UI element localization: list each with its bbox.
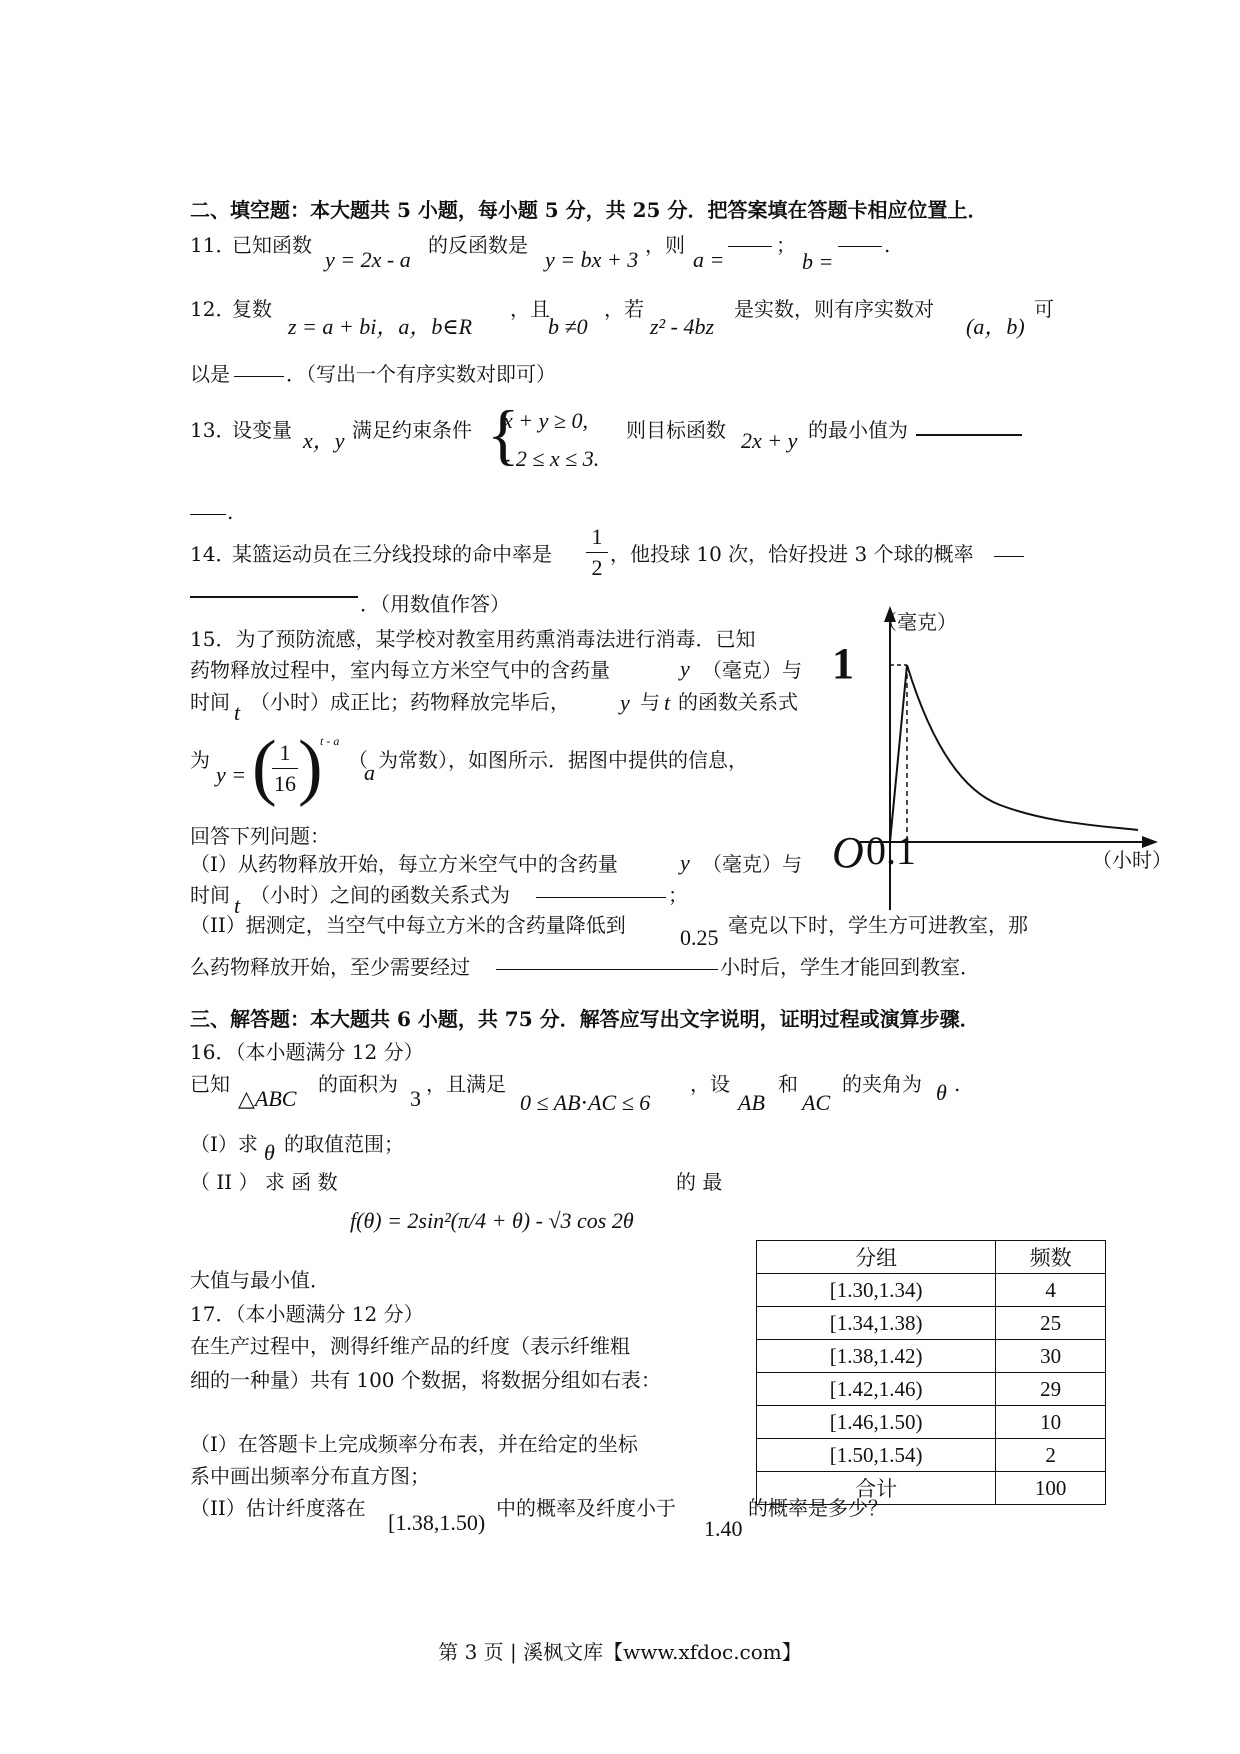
question-text: 已知 bbox=[190, 1072, 230, 1096]
question-text: 时间 bbox=[190, 690, 230, 714]
table-row bbox=[757, 1406, 1106, 1439]
question-text: ，则 bbox=[645, 233, 685, 257]
table-row bbox=[757, 1472, 1106, 1505]
math-expression: y bbox=[680, 850, 690, 875]
math-expression: 3 bbox=[410, 1086, 421, 1111]
question-text: 中的概率及纤度小于 bbox=[496, 1496, 676, 1520]
question-text: 的取值范围； bbox=[284, 1132, 404, 1156]
table-cell: [1.50,1.54) bbox=[757, 1439, 996, 1472]
question-text: 某篮运动员在三分线投球的命中率是 bbox=[232, 542, 552, 566]
answer-blank bbox=[536, 879, 666, 903]
question-text: 以是 bbox=[190, 362, 230, 386]
question-text: 可 bbox=[1034, 297, 1054, 321]
math-expression: AB bbox=[738, 1090, 765, 1115]
question-text: 的 最 bbox=[676, 1170, 723, 1194]
question-text: 系中画出频率分布直方图； bbox=[190, 1464, 430, 1488]
table-header-row bbox=[757, 1241, 1106, 1274]
question-text: ，若 bbox=[604, 297, 644, 321]
math-expression: θ bbox=[936, 1080, 947, 1105]
question-text: （ bbox=[348, 748, 368, 772]
math-expression: 1.40 bbox=[704, 1516, 743, 1541]
constraint-2: - 2 ≤ x ≤ 3. bbox=[503, 446, 600, 471]
table-cell: 25 bbox=[996, 1307, 1106, 1340]
question-text: 毫克以下时，学生方可进教室，那 bbox=[728, 913, 1028, 937]
constraint-1: x + y ≥ 0, bbox=[503, 408, 588, 433]
x-axis-arrow bbox=[1142, 836, 1158, 848]
table-header-cell: 分组 bbox=[757, 1241, 996, 1274]
math-expression: z² - 4bz bbox=[650, 314, 715, 339]
table-cell: 10 bbox=[996, 1406, 1106, 1439]
question-text: （小时）之间的函数关系式为 bbox=[250, 883, 510, 907]
table-row bbox=[757, 1340, 1106, 1373]
table-cell: 29 bbox=[996, 1373, 1106, 1406]
table-cell: [1.30,1.34) bbox=[757, 1274, 996, 1307]
math-expression: b = bbox=[802, 249, 834, 274]
fraction bbox=[586, 524, 608, 581]
question-text: 细的一种量）共有 100 个数据，将数据分组如右表： bbox=[190, 1368, 661, 1392]
math-expression: t bbox=[234, 700, 241, 725]
math-expression: AC bbox=[802, 1090, 831, 1115]
question-text: ．（用数值作答） bbox=[360, 592, 510, 616]
question-text: 小时后，学生才能回到教室． bbox=[720, 955, 980, 979]
math-expression: [1.38,1.50) bbox=[388, 1510, 486, 1535]
math-expression: (a，b) bbox=[966, 314, 1025, 339]
math-expression: y bbox=[680, 656, 690, 681]
question-text: （II）估计纤度落在 bbox=[190, 1496, 366, 1520]
answer-blank bbox=[496, 951, 718, 975]
answer-blank bbox=[916, 416, 1022, 441]
answer-blank bbox=[190, 578, 358, 603]
answer-blank bbox=[994, 538, 1024, 562]
math-expression: t bbox=[234, 893, 241, 918]
x-tick-label: 0.1 bbox=[866, 828, 916, 873]
table-cell: 2 bbox=[996, 1439, 1106, 1472]
question-text: . bbox=[227, 500, 234, 524]
math-expression: x，y bbox=[303, 428, 345, 453]
question-text: ，且 bbox=[510, 297, 550, 321]
question-text: 为 bbox=[190, 748, 210, 772]
question-text: 15．为了预防流感，某学校对教室用药熏消毒法进行消毒．已知 bbox=[190, 627, 756, 651]
question-text: ，且满足 bbox=[426, 1072, 506, 1096]
question-text: （II）据测定，当空气中每立方米的含药量降低到 bbox=[190, 913, 626, 937]
decay-curve bbox=[907, 665, 1138, 830]
question-text: 是实数，则有序实数对 bbox=[734, 297, 934, 321]
question-number: 14． bbox=[190, 542, 236, 566]
brace-symbol: { bbox=[487, 396, 520, 472]
question-text: 时间 bbox=[190, 883, 230, 907]
question-number: 16．（本小题满分 12 分） bbox=[190, 1040, 424, 1064]
question-text: 与 bbox=[640, 690, 660, 714]
question-text: . bbox=[954, 1072, 961, 1096]
question-text: 回答下列问题： bbox=[190, 824, 330, 848]
math-expression: θ bbox=[264, 1140, 275, 1165]
question-text: （ II ） 求 函 数 bbox=[190, 1170, 338, 1194]
math-expression: f(θ) = 2sin²(π/4 + θ) - √3 cos 2θ bbox=[350, 1208, 634, 1233]
math-expression: b ≠0 bbox=[548, 314, 588, 339]
question-text: ，设 bbox=[690, 1072, 730, 1096]
math-expression: y = bbox=[216, 762, 247, 787]
question-text: 大值与最小值． bbox=[190, 1268, 330, 1292]
answer-blank bbox=[728, 228, 772, 252]
y-tick-label: 1 bbox=[832, 639, 854, 688]
answer-blank bbox=[190, 496, 226, 520]
fraction-numerator: 1 bbox=[279, 740, 291, 765]
table-cell: 合计 bbox=[757, 1472, 996, 1505]
section-heading: 二、填空题：本大题共 5 小题，每小题 5 分，共 25 分．把答案填在答题卡相应位置上． bbox=[190, 198, 988, 222]
question-text: 的面积为 bbox=[318, 1072, 398, 1096]
table-cell: [1.42,1.46) bbox=[757, 1373, 996, 1406]
table-header-cell: 频数 bbox=[996, 1241, 1106, 1274]
math-expression: △ABC bbox=[238, 1086, 297, 1111]
question-text: 满足约束条件 bbox=[352, 418, 472, 442]
fraction-denominator: 16 bbox=[274, 771, 296, 796]
table-cell: [1.38,1.42) bbox=[757, 1340, 996, 1373]
question-number: 13． bbox=[190, 418, 236, 442]
math-expression: a = bbox=[693, 247, 725, 272]
table-row bbox=[757, 1274, 1106, 1307]
question-text: ，他投球 10 次，恰好投进 3 个球的概率 bbox=[610, 542, 974, 566]
section-heading: 三、解答题：本大题共 6 小题，共 75 分．解答应写出文字说明，证明过程或演算步骤． bbox=[190, 1007, 980, 1031]
fraction bbox=[272, 740, 298, 797]
question-text: 的最小值为 bbox=[808, 418, 908, 442]
question-text: . bbox=[884, 233, 891, 257]
question-text: 为常数），如图所示．据图中提供的信息， bbox=[378, 748, 748, 772]
question-text: （毫克）与 bbox=[702, 852, 802, 876]
x-axis-unit: （小时） bbox=[1092, 848, 1172, 872]
math-expression: y = bx + 3 bbox=[545, 247, 639, 272]
page-footer: 第 3 页 | 溪枫文库【www.xfdoc.com】 bbox=[438, 1640, 802, 1664]
exponent: t - a bbox=[320, 734, 340, 748]
question-number: 17．（本小题满分 12 分） bbox=[190, 1302, 424, 1326]
paren-left: ( bbox=[252, 726, 277, 808]
table-cell: 100 bbox=[996, 1472, 1106, 1505]
math-expression: z = a + bi，a，b∈R bbox=[288, 314, 473, 339]
table-cell: [1.34,1.38) bbox=[757, 1307, 996, 1340]
question-text: 的概率是多少？ bbox=[748, 1496, 888, 1520]
math-expression: 0.25 bbox=[680, 925, 719, 950]
question-text: （I）在答题卡上完成频率分布表，并在给定的坐标 bbox=[190, 1432, 638, 1456]
question-text: （毫克）与 bbox=[702, 658, 802, 682]
question-text: 在生产过程中，测得纤维产品的纤度（表示纤维粗 bbox=[190, 1334, 630, 1358]
question-text: ； bbox=[776, 233, 796, 257]
fraction-denominator: 2 bbox=[591, 555, 603, 580]
question-text: ．（写出一个有序实数对即可） bbox=[286, 362, 556, 386]
math-expression: 0 ≤ AB⋅AC ≤ 6 bbox=[520, 1090, 651, 1115]
question-text: 的夹角为 bbox=[842, 1072, 922, 1096]
answer-blank bbox=[234, 358, 284, 382]
question-text: 么药物释放开始，至少需要经过 bbox=[190, 955, 470, 979]
table-cell: [1.46,1.50) bbox=[757, 1406, 996, 1439]
math-expression: y bbox=[620, 690, 630, 715]
fraction-numerator: 1 bbox=[591, 524, 603, 549]
math-expression: 2x + y bbox=[741, 428, 798, 453]
question-text: 已知函数 bbox=[232, 233, 312, 257]
question-text: （小时）成正比；药物释放完毕后， bbox=[250, 690, 570, 714]
question-number: 12． bbox=[190, 297, 236, 321]
question-number: 11． bbox=[190, 233, 236, 257]
release-segment bbox=[890, 665, 907, 842]
answer-blank bbox=[838, 228, 882, 252]
question-text: 的反函数是 bbox=[428, 233, 528, 257]
math-expression: a bbox=[364, 760, 375, 785]
question-text: 和 bbox=[778, 1072, 798, 1096]
question-text: 复数 bbox=[232, 297, 272, 321]
frequency-table bbox=[756, 1240, 1106, 1505]
question-text: （I）从药物释放开始，每立方米空气中的含药量 bbox=[190, 852, 618, 876]
origin-label: O bbox=[832, 828, 864, 877]
math-expression: y = 2x - a bbox=[325, 247, 411, 272]
question-text: ； bbox=[668, 883, 688, 907]
question-text: 设变量 bbox=[232, 418, 292, 442]
question-text: 药物释放过程中，室内每立方米空气中的含药量 bbox=[190, 658, 610, 682]
paren-right: ) bbox=[298, 726, 323, 808]
question-text: 的函数关系式 bbox=[678, 690, 798, 714]
math-expression: t bbox=[664, 690, 671, 715]
table-row bbox=[757, 1373, 1106, 1406]
y-axis-unit: （毫克） bbox=[877, 610, 957, 634]
question-text: （I）求 bbox=[190, 1132, 258, 1156]
table-row bbox=[757, 1439, 1106, 1472]
question-text: 则目标函数 bbox=[626, 418, 726, 442]
table-cell: 4 bbox=[996, 1274, 1106, 1307]
table-cell: 30 bbox=[996, 1340, 1106, 1373]
table-row bbox=[757, 1307, 1106, 1340]
